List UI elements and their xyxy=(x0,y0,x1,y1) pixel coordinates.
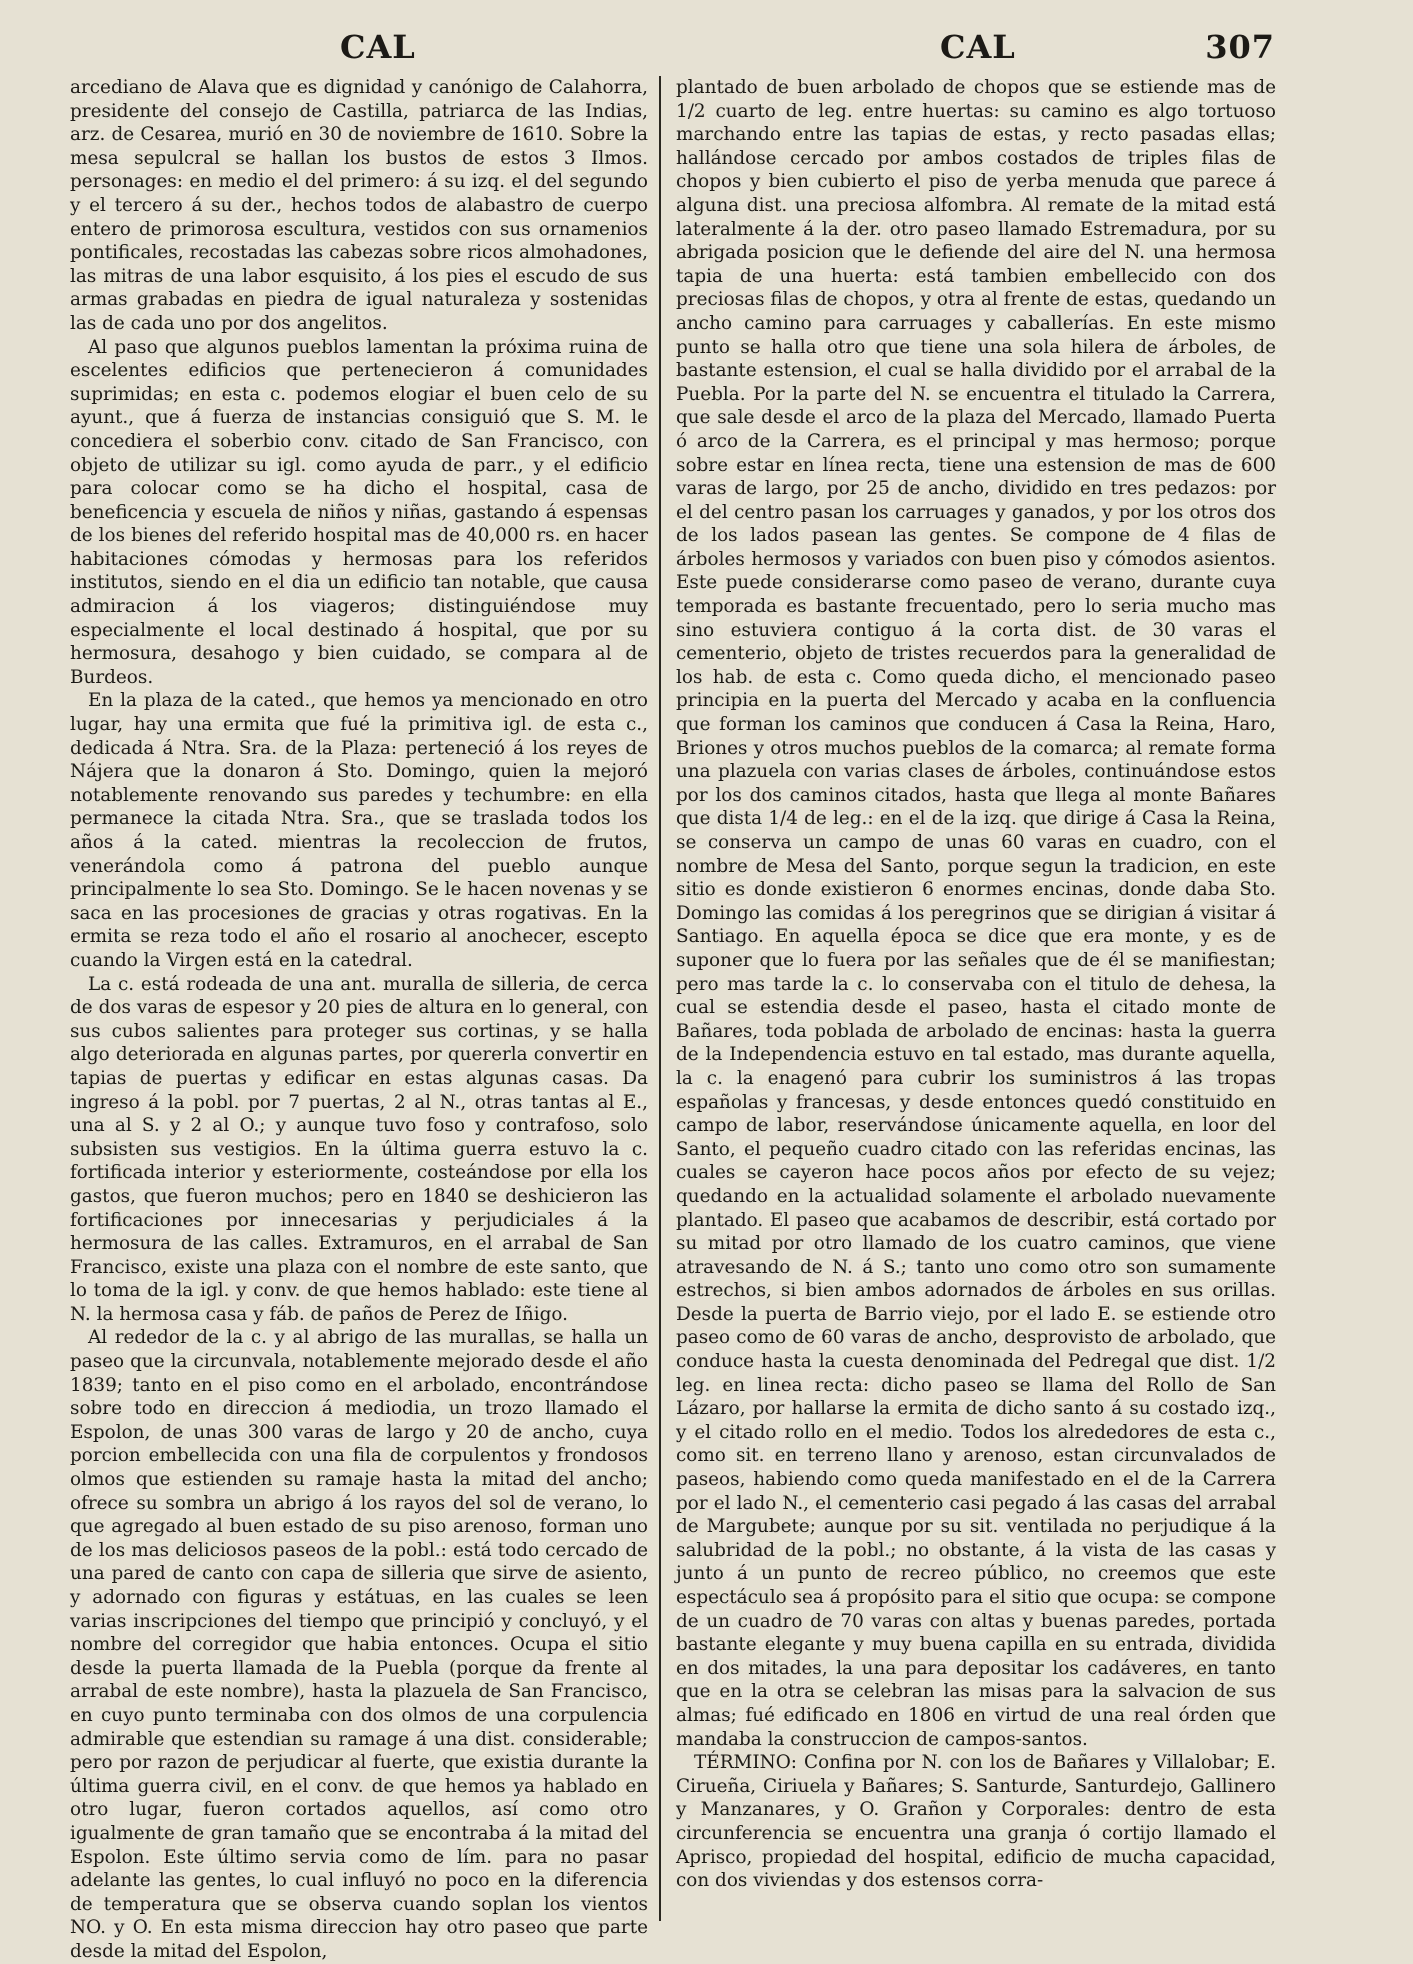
paragraph: Al paso que algunos pueblos lamentan la próxima ruina de escelentes edificios que pertenecieron á comunidades suprimidas; en esta c. podemos elogiar el buen celo de su ayunt., que á fuerza de instancias consiguió que S. M. le concediera el soberbio conv. citado de San Francisco, con objeto de utilizar su igl. como ayuda de parr., y el edificio para colocar como se ha dicho el hospital, casa de beneficencia y escuela de niños y niñas, gastando á espensas de los bienes del referido hospital mas de 40,000 rs. en hacer habitaciones cómodas y hermosas para los referidos institutos, siendo en el dia un edificio tan notable, que causa admiracion á los viageros; distinguiéndose muy especialmente el local destinado á hospital, que por su hermosura, desahogo y bien cuidado, se compara al de Burdeos. xyxy=(70,336,648,688)
running-head-right: CAL xyxy=(940,28,1016,66)
column-divider xyxy=(659,76,661,1921)
paragraph: TÉRMINO: Confina por N. con los de Bañares y Villalobar; E. Cirueña, Ciriuela y Bañares; S. Santurde, Santurdejo, Gallinero y Manzanares, y O. Grañon y Corporales: dentro de esta circunferencia se encuentra una granja ó cortijo llamado el Aprisco, propiedad del hospital, edificio de mucha capacidad, con dos viviendas y dos estensos corra- xyxy=(676,1752,1276,1892)
paragraph: arcediano de Alava que es dignidad y canónigo de Calahorra, presidente del consejo de Castilla, patriarca de las Indias, arz. de Cesarea, murió en 30 de noviembre de 1610. Sobre la mesa sepulcral se hallan los bustos de estos 3 Ilmos. personages: en medio el del primero: á su izq. el del segundo y el tercero á su der., hechos todos de alabastro de cuerpo entero de primorosa escultura, vestidos con sus ornamenios pontificales, recostadas las cabezas sobre ricos almohadones, las mitras de una labor esquisito, á los pies el escudo de sus armas grabadas en piedra de igual naturaleza y sostenidas las de cada uno por dos angelitos. xyxy=(70,77,648,334)
left-column xyxy=(70,76,648,1964)
running-head-left: CAL xyxy=(340,28,416,66)
paragraph: plantado de buen arbolado de chopos que se estiende mas de 1/2 cuarto de leg. entre huertas: su camino es algo tortuoso marchando entre las tapias de estas, y recto pasadas ellas; hallándose cercado por ambos costados de triples filas de chopos y bien cubierto el piso de yerba menuda que parece á alguna dist. una preciosa alfombra. Al remate de la mitad está lateralmente á la der. otro paseo llamado Estremadura, por su abrigada posicion que le defiende del aire del N. una hermosa tapia de una huerta: está tambien embellecido con dos preciosas filas de chopos, y otra al frente de estas, quedando un ancho camino para carruages y caballerías. En este mismo punto se halla otro que tiene una sola hilera de árboles, de bastante estension, el cual se halla dividido por el arrabal de la Puebla. Por la parte del N. se encuentra el titulado la Carrera, que sale desde el arco de la plaza del Mercado, llamado Puerta ó arco de la Carrera, es el principal y mas hermoso; porque sobre estar en línea recta, tiene una estension de mas de 600 varas de largo, por 25 de ancho, dividido en tres pedazos: por el del centro pasan los carruages y ganados, y por los otros dos de los lados pasean las gentes. Se compone de 4 filas de árboles hermosos y variados con buen piso y cómodos asientos. Este puede considerarse como paseo de verano, durante cuya temporada es bastante frecuentado, pero lo seria mucho mas sino estuviera contiguo á la corta dist. de 30 varas el cementerio, objeto de tristes recuerdos para la generalidad de los hab. de esta c. Como queda dicho, el mencionado paseo principia en la puerta del Mercado y acaba en la confluencia que forman los caminos que conducen á Casa la Reina, Haro, Briones y otros muchos pueblos de la comarca; al remate forma una plazuela con varias clases de árboles, continuándose estos por los dos caminos citados, hasta que llega al monte Bañares que dista 1/4 de leg.: en el de la izq. que dirige á Casa la Reina, se conserva un campo de unas 60 varas en cuadro, con el nombre de Mesa del Santo, porque segun la tradicion, en este sitio es donde existieron 6 enormes encinas, donde daba Sto. Domingo las comidas á los peregrinos que se dirigian á visitar á Santiago. En aquella época se dice que era monte, y es de suponer que lo fuera por las señales que de él se manifiestan; pero mas tarde la c. lo conservaba con el titulo de dehesa, la cual se estendia desde el paseo, hasta el citado monte de Bañares, toda poblada de arbolado de encinas: hasta la guerra de la Independencia estuvo en tal estado, mas durante aquella, la c. la enagenó para cubrir los suministros á las tropas españolas y francesas, y desde entonces quedó constituido en campo de labor, reservándose únicamente aquella, en loor del Santo, el pequeño cuadro citado con las referidas encinas, las cuales se cayeron hace pocos años por efecto de su vejez; quedando en la actualidad solamente el arbolado nuevamente plantado. El paseo que acabamos de describir, está cortado por su mitad por otro llamado de los cuatro caminos, que viene atravesando de N. á S.; tanto uno como otro son sumamente estrechos, si bien ambos adornados de árboles en sus orillas. Desde la puerta de Barrio viejo, por el lado E. se estiende otro paseo como de 60 varas de ancho, desprovisto de arbolado, que conduce hasta la cuesta denominada del Pedregal que dist. 1/2 leg. en linea recta: dicho paseo se llama del Rollo de San Lázaro, por hallarse la ermita de dicho santo á su costado izq., y el citado rollo en el medio. Todos los alrededores de esta c., como sit. en terreno llano y arenoso, estan circunvalados de paseos, habiendo como queda manifestado en el de la Carrera por el lado N., el cementerio casi pegado á las casas del arrabal de Margubete; aunque por su sit. ventilada no perjudique á la salubridad de la pobl.; no obstante, á la vista de las casas y junto á un punto de recreo público, no creemos que este espectáculo sea á propósito para el sitio que ocupa: se compone de un cuadro de 70 varas con altas y buenas paredes, portada bastante elegante y muy buena capilla en su entrada, dividida en dos mitades, la una para depositar los cadáveres, en tanto que en la otra se celebran las misas para la salvacion de sus almas; fué edificado en 1806 en virtud de una real órden que mandaba la construccion de campos-santos. xyxy=(676,77,1276,1750)
paragraph: La c. está rodeada de una ant. muralla de silleria, de cerca de dos varas de espesor y 20 pies de altura en lo general, con sus cubos salientes para proteger sus cortinas, y se halla algo deteriorada en algunas partes, por quererla convertir en tapias de puertas y edificar en estas algunas casas. Da ingreso á la pobl. por 7 puertas, 2 al N., otras tantas al E., una al S. y 2 al O.; y aunque tuvo foso y contrafoso, solo subsisten sus vestigios. En la última guerra estuvo la c. fortificada interior y esteriormente, costeándose por ella los gastos, que fueron muchos; pero en 1840 se deshicieron las fortificaciones por innecesarias y perjudiciales á la hermosura de las calles. Extramuros, en el arrabal de San Francisco, existe una plaza con el nombre de este santo, que lo toma de la igl. y conv. de que hemos hablado: este tiene al N. la hermosa casa y fáb. de paños de Perez de Iñigo. xyxy=(70,973,648,1325)
running-head xyxy=(70,28,1275,74)
paragraph: Al rededor de la c. y al abrigo de las murallas, se halla un paseo que la circunvala, notablemente mejorado desde el año 1839; tanto en el piso como en el arbolado, encontrándose sobre todo en direccion á mediodia, un trozo llamado el Espolon, de unas 300 varas de largo y 20 de ancho, cuya porcion embellecida con una fila de corpulentos y frondosos olmos que estienden su ramaje hasta la mitad del ancho; ofrece su sombra un abrigo á los rayos del sol de verano, lo que agregado al buen estado de su piso arenoso, forman uno de los mas deliciosos paseos de la pobl.: está todo cercado de una pared de canto con capa de silleria que sirve de asiento, y adornado con figuras y estátuas, en las cuales se leen varias inscripciones del tiempo que principió y concluyó, y el nombre del corregidor que habia entonces. Ocupa el sitio desde la puerta llamada de la Puebla (porque da frente al arrabal de este nombre), hasta la plazuela de San Francisco, en cuyo punto terminaba con dos olmos de una corpulencia admirable que estendian su ramage á una dist. considerable; pero por razon de perjudicar al fuerte, que existia durante la última guerra civil, en el conv. de que hemos ya hablado en otro lugar, fueron cortados aquellos, así como otro igualmente de gran tamaño que se encontraba á la mitad del Espolon. Este último servia como de lím. para no pasar adelante las gentes, lo cual influyó no poco en la diferencia de temperatura que se observa cuando soplan los vientos NO. y O. En esta misma direccion hay otro paseo que parte desde la mitad del Espolon, xyxy=(70,1327,648,1962)
paragraph: En la plaza de la cated., que hemos ya mencionado en otro lugar, hay una ermita que fué la primitiva igl. de esta c., dedicada á Ntra. Sra. de la Plaza: perteneció á los reyes de Nájera que la donaron á Sto. Domingo, quien la mejoró notablemente renovando sus paredes y techumbre: en ella permanece la citada Ntra. Sra., que se traslada todos los años á la cated. mientras la recoleccion de frutos, venerándola como á patrona del pueblo aunque principalmente lo sea Sto. Domingo. Se le hacen novenas y se saca en las procesiones de gracias y otras rogativas. En la ermita se reza todo el año el rosario al anochecer, escepto cuando la Virgen está en la catedral. xyxy=(70,690,648,971)
page-number: 307 xyxy=(1205,28,1275,66)
right-column xyxy=(676,76,1276,1893)
